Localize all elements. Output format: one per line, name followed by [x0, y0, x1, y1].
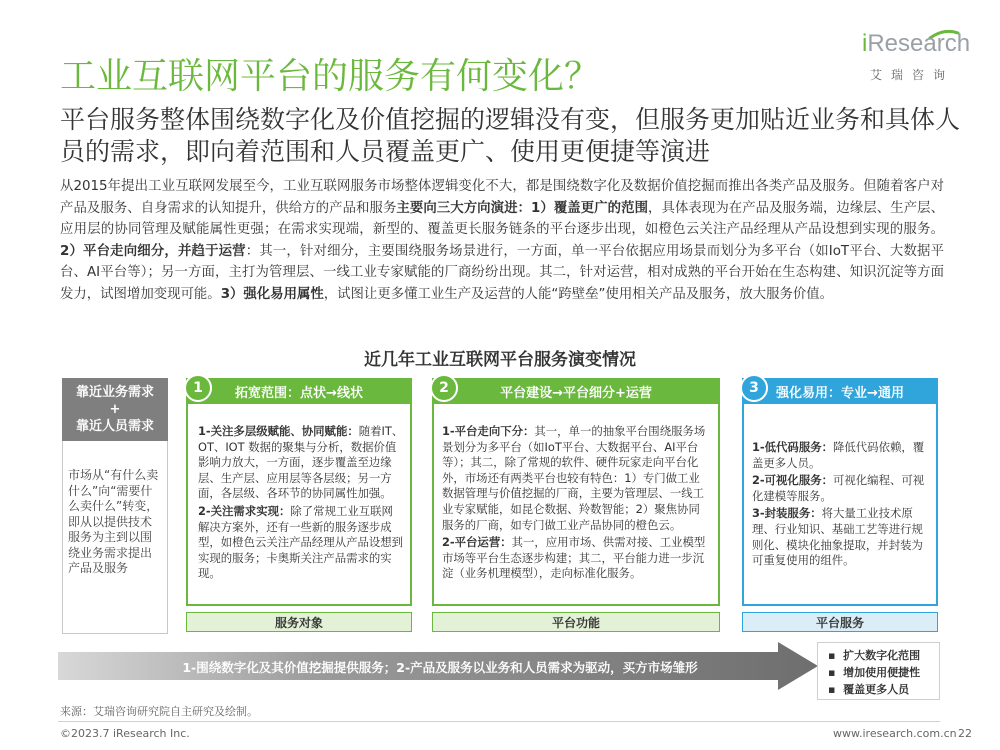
column-2-header: 平台建设→平台细分+运营 — [432, 378, 720, 404]
column-2-footer: 平台功能 — [432, 612, 720, 632]
copyright: ©2023.7 iResearch Inc. — [60, 727, 190, 740]
column-1-item: 1-关注多层级赋能、协同赋能：随着IT、OT、IOT 数据的聚集与分析，数据价值影响力放大，一方面，逐步覆盖至边缘层、生产层、应用层等各层级；另一方面，各层级、各环节的协同属性加强。 — [198, 424, 404, 501]
column-2-item: 2-平台运营：其一，应用市场、供需对接、工业模型市场等平台生态逐步构建；其二，平台能力进一步沉淀（业务机理模型），走向标准化服务。 — [442, 535, 706, 581]
result-item: ▪ 覆盖更多人员 — [828, 683, 910, 696]
step-1-badge: 1 — [184, 374, 212, 402]
column-1-footer: 服务对象 — [186, 612, 412, 632]
footer-divider — [58, 721, 940, 722]
column-1-content — [198, 424, 404, 584]
column-1-header: 拓宽范围：点状→线状 — [186, 378, 412, 404]
logo-wordmark: iResearch — [862, 30, 971, 57]
column-1-item: 2-关注需求实现：除了常规工业互联网解决方案外，还有一些新的服务逐步成型，如橙色云关注产品经理从产品设想到实现的服务；卡奥斯关注产品需求的实现。 — [198, 503, 404, 581]
page-number: 22 — [958, 727, 972, 740]
iresearch-logo — [858, 30, 971, 90]
diagram-title: 近几年工业互联网平台服务演变情况 — [364, 350, 636, 370]
column-3-footer: 平台服务 — [742, 612, 938, 632]
column-3-item: 2-可视化服务：可视化编程、可视化建模等服务。 — [752, 473, 925, 503]
step-3-badge: 3 — [740, 374, 768, 402]
result-item: ▪ 扩大数字化范围 — [828, 649, 921, 662]
left-column-header: 靠近业务需求 + 靠近人员需求 — [62, 378, 168, 441]
page-subtitle: 平台服务整体围绕数字化及价值挖掘的逻辑没有变，但服务更加贴近业务和具体人员的需求，即向着范围和人员覆盖更广、使用更便捷等演进 — [60, 105, 961, 166]
source-note: 来源：艾瑞咨询研究院自主研究及绘制。 — [60, 705, 258, 718]
results-box — [817, 642, 940, 700]
column-3-item: 1-低代码服务：降低代码依赖，覆盖更多人员。 — [752, 440, 925, 470]
website-link[interactable]: www.iresearch.com.cn — [833, 727, 957, 740]
column-2-item: 1-平台走向下分：其一，单一的抽象平台围绕服务场景划分为多平台（如IoT平台、大数据平台、AI平台等）；其二，除了常规的软件、硬件玩家走向平台化外，市场还有两类平台也较有特色：1）专门做工业数据管理与价值挖掘的厂商，主要为管理层、一线工业专家赋能，如昆仑数据、羚数智能；2）聚焦协同服务的厂商，如专门做工业产品协同的橙色云。 — [442, 424, 706, 532]
column-3-header: 强化易用：专业→通用 — [742, 378, 938, 404]
body-paragraph: 从2015年提出工业互联网发展至今，工业互联网服务市场整体逻辑变化不大，都是围绕数字化及数据价值挖掘而推出各类产品及服务。但随着客户对产品及服务、自身需求的认知提升，供给方的产品和服务主要向三大方向演进：1）覆盖更广的范围，具体表现为在产品及服务端，边缘层、生产层、应用层的协同管理及赋能属性更强；在需求实现端，新型的、覆盖更长服务链条的平台逐步出现，如橙色云关注产品经理从产品设想到实现的服务。2）平台走向细分，并趋于运营：其一，针对细分，主要围绕服务场景进行，一方面，单一平台依据应用场景而划分为多平台（如IoT平台、大数据平台、AI平台等）；另一方面，主打为管理层、一线工业专家赋能的厂商纷纷出现。其二，针对运营，相对成熟的平台开始在生态构建、知识沉淀等方面发力，试图增加变现可能。3）强化易用属性，试图让更多懂工业生产及运营的人能“跨壁垒”使用相关产品及服务，放大服务价值。 — [60, 179, 945, 302]
column-2-content — [442, 424, 710, 584]
column-3-item: 3-封装服务：将大量工业技术原理、行业知识、基础工艺等进行规则化、模块化抽象提取，并封装为可重复使用的组件。 — [752, 506, 923, 568]
logo-cn-text: 艾瑞咨询 — [870, 68, 955, 82]
column-3-content — [752, 440, 930, 571]
left-column-text: 市场从“有什么卖什么”向“需要什么卖什么”转变，即从以提供技术服务为主到以围绕业务需求提出产品及服务 — [68, 468, 159, 575]
page-title: 工业互联网平台的服务有何变化？ — [60, 56, 601, 97]
step-2-badge: 2 — [430, 374, 458, 402]
bottom-arrow-text: 1-围绕数字化及其价值挖掘提供服务；2-产品及服务以业务和人员需求为驱动，买方市场雏形 — [182, 660, 698, 675]
result-item: ▪ 增加使用便捷性 — [828, 666, 921, 679]
